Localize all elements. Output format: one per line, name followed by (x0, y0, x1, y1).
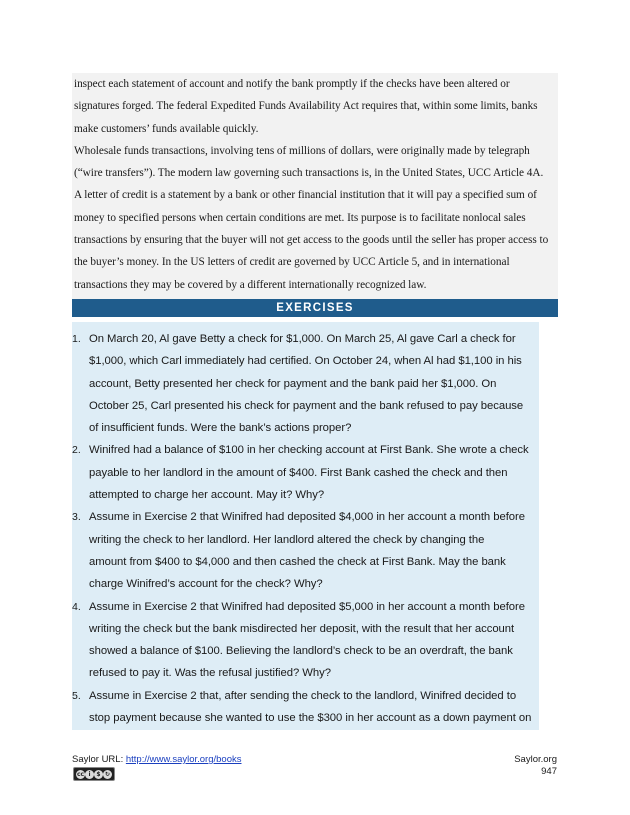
exercise-line: attempted to charge her account. May it? Why? (89, 489, 325, 502)
exercise-line: Assume in Exercise 2 that Winifred had deposited $4,000 in her account a month before (89, 511, 525, 524)
exercise-line: Assume in Exercise 2 that, after sending the check to the landlord, Winifred decided to (89, 689, 517, 702)
summary-line: make customers’ funds available quickly. (74, 122, 259, 135)
nc-icon: $ (94, 770, 103, 779)
exercise-line: refused to pay it. Was the refusal justified? Why? (89, 667, 331, 680)
exercise-line: stop payment because she wanted to use the $300 in her account as a down payment on (89, 712, 532, 725)
exercise-item-5 (72, 685, 539, 730)
exercise-item-2 (72, 439, 539, 506)
footer-publisher (514, 754, 557, 778)
exercise-number: 3. (72, 511, 81, 524)
exercise-number: 4. (72, 600, 81, 613)
chapter-summary-box (72, 73, 558, 299)
exercise-item-4 (72, 596, 539, 685)
exercise-line: of insufficient funds. Were the bank’s actions proper? (89, 422, 352, 435)
summary-line: transactions they may be covered by a different internationally recognized law. (74, 278, 427, 291)
summary-line: A letter of credit is a statement by a bank or other financial institution that it will pay a specified sum of (74, 189, 537, 202)
footer-source (72, 754, 242, 765)
summary-line: signatures forged. The federal Expedited Funds Availability Act requires that, within some limits, banks (74, 100, 538, 113)
summary-line: transactions by ensuring that the buyer will not get access to the goods until the seller has proper access to (74, 234, 549, 247)
footer-site: Saylor.org (514, 754, 557, 765)
exercise-line: showed a balance of $100. Believing the landlord’s check to be an overdraft, the bank (89, 645, 513, 658)
by-icon: i (85, 770, 94, 779)
exercises-heading: EXERCISES (72, 299, 558, 317)
exercise-line: payable to her landlord in the amount of $400. First Bank cashed the check and then (89, 466, 508, 479)
summary-line: money to specified persons when certain conditions are met. Its purpose is to facilitate nonlocal sales (74, 211, 526, 224)
footer-url-label: Saylor URL: (72, 754, 126, 765)
page-number: 947 (541, 766, 557, 777)
summary-line: (“wire transfers”). The modern law governing such transactions is, in the United States, UCC Article 4A. (74, 167, 544, 180)
summary-line: the buyer’s money. In the US letters of credit are governed by UCC Article 5, and in international (74, 256, 510, 269)
exercise-line: account, Betty presented her check for payment and the bank paid her $1,000. On (89, 377, 497, 390)
exercise-list (72, 322, 539, 729)
exercise-line: $1,000, which Carl immediately had certified. On October 24, when Al had $1,100 in his (89, 355, 522, 368)
sa-icon: ↻ (104, 770, 111, 778)
exercise-line: Assume in Exercise 2 that Winifred had deposited $5,000 in her account a month before (89, 600, 525, 613)
exercises-box (72, 322, 539, 730)
saylor-books-link[interactable]: http://www.saylor.org/books (125, 754, 242, 765)
exercise-line: Winifred had a balance of $100 in her checking account at First Bank. She wrote a check (89, 444, 529, 457)
summary-line: Wholesale funds transactions, involving tens of millions of dollars, were originally made by telegraph (74, 144, 530, 157)
exercise-number: 1. (72, 333, 81, 345)
exercise-line: October 25, Carl presented his check for payment and the bank refused to pay because (89, 399, 524, 412)
exercise-item-3 (72, 506, 539, 595)
exercise-line: On March 20, Al gave Betty a check for $1,000. On March 25, Al gave Carl a check for (89, 333, 516, 345)
cc-icon: cc (76, 770, 85, 778)
exercise-number: 5. (72, 689, 81, 702)
exercise-line: writing the check but the bank misdirected her deposit, with the result that her account (89, 622, 515, 635)
exercise-line: amount from $400 to $4,000 and then cashed the check at First Bank. May the bank (89, 555, 506, 568)
exercise-line: charge Winifred’s account for the check? Why? (89, 578, 323, 591)
exercise-number: 2. (72, 444, 81, 457)
summary-line: inspect each statement of account and notify the bank promptly if the checks have been altered or (74, 78, 510, 90)
exercise-line: writing the check to her landlord. Her landlord altered the check by changing the (89, 533, 485, 546)
exercise-item-1 (72, 328, 539, 439)
creative-commons-license-icon[interactable] (73, 767, 115, 781)
